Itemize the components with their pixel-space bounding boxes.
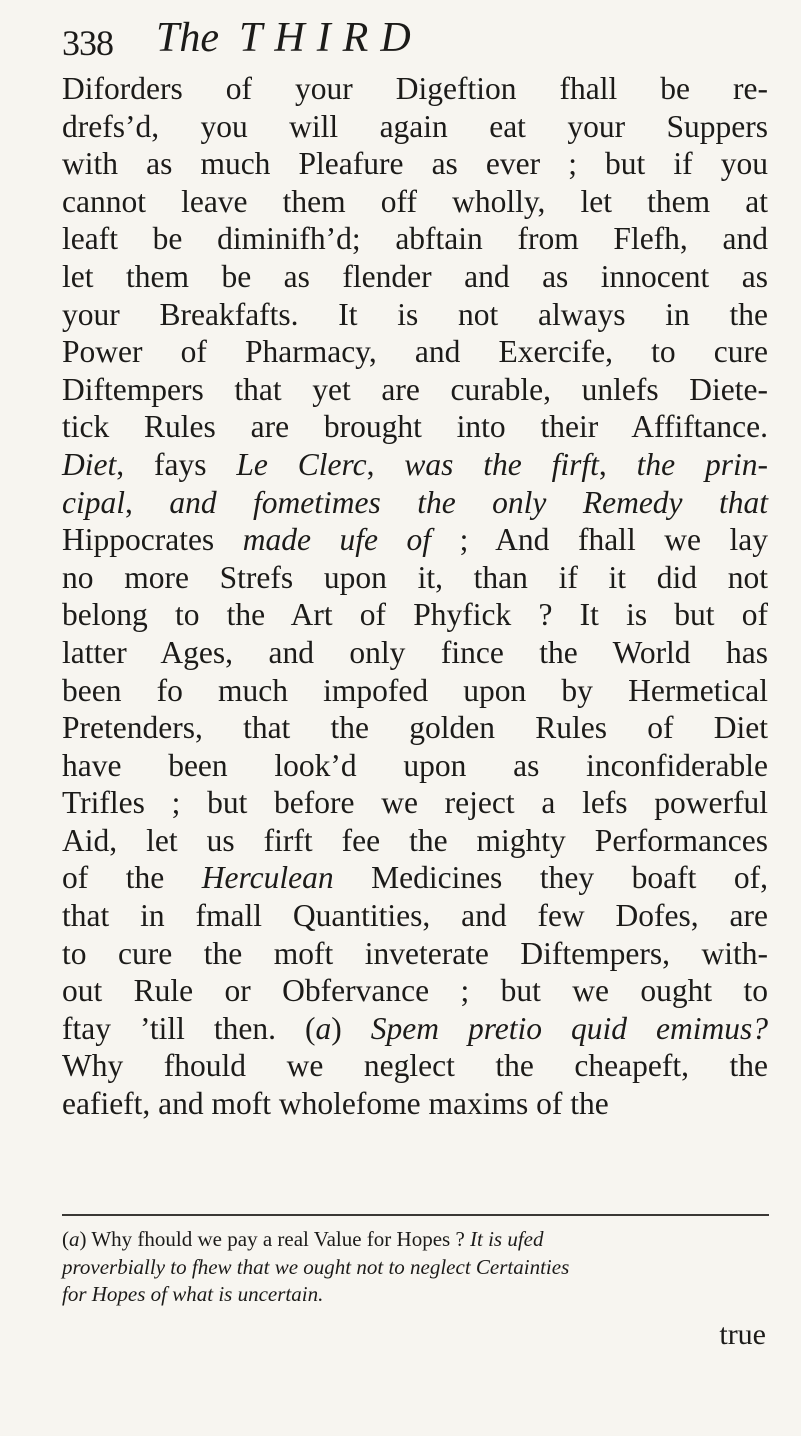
text-run: It is ufed xyxy=(470,1227,544,1251)
text-line xyxy=(62,859,768,897)
text-line xyxy=(62,371,768,409)
text-run: your Breakfafts. It is not always in the xyxy=(62,296,768,332)
page-number: 338 xyxy=(62,23,113,63)
text-line xyxy=(62,484,768,522)
text-run: to cure the moft inveterate Diftempers, with- xyxy=(62,935,768,971)
text-line xyxy=(62,784,768,822)
text-run: belong to the Art of Phyfick ? It is but of xyxy=(62,597,768,633)
text-run: that in fmall Quantities, and few Dofes, are xyxy=(62,898,768,934)
text-run: Power of Pharmacy, and Exercife, to cure xyxy=(62,334,768,370)
text-run: cipal xyxy=(62,484,125,520)
text-run: was the firft xyxy=(404,446,599,482)
text-run: ) Why fhould we pay a real Value for Hopes ? xyxy=(79,1227,471,1251)
footnote-line xyxy=(62,1254,768,1282)
page-header xyxy=(62,12,742,72)
text-run: ) xyxy=(331,1010,371,1046)
text-run: a xyxy=(69,1227,80,1251)
text-run: Diet xyxy=(62,446,117,482)
text-line xyxy=(62,747,768,785)
text-run: ; And fhall we lay xyxy=(431,522,768,558)
text-line xyxy=(62,296,768,334)
text-run: made ufe of xyxy=(242,522,432,558)
text-run: tick Rules are brought into their Affiftance. xyxy=(62,409,768,445)
text-run: out Rule or Obfervance ; but we ought to xyxy=(62,973,768,1009)
text-run: Trifles ; but before we reject a lefs powerful xyxy=(62,785,768,821)
text-run: , fays xyxy=(116,446,237,482)
text-run: of the xyxy=(62,860,202,896)
text-line xyxy=(62,408,768,446)
text-run: ( xyxy=(62,1227,69,1251)
text-run: let them be as flender and as innocent as xyxy=(62,258,768,294)
running-head xyxy=(156,14,423,62)
catchword: true xyxy=(719,1318,766,1351)
text-line xyxy=(62,709,768,747)
text-run: proverbially to fhew that we ought not to neglect Certainties xyxy=(62,1254,570,1279)
text-line xyxy=(62,70,768,108)
running-head-the: The xyxy=(156,15,219,61)
text-line xyxy=(62,108,768,146)
text-run: eafieft, and moft wholefome maxims of the xyxy=(62,1086,609,1122)
text-run: , xyxy=(598,446,637,482)
footnote xyxy=(62,1226,768,1309)
text-line xyxy=(62,258,768,296)
footnote-line xyxy=(62,1281,768,1309)
text-line xyxy=(62,1085,768,1123)
text-run: Le Clerc xyxy=(236,446,367,482)
text-run: with as much Pleafure as ever ; but if you xyxy=(62,146,768,182)
text-run: Diforders of your Digeftion fhall be re- xyxy=(62,71,768,106)
text-line xyxy=(62,145,768,183)
text-run: for Hopes of what is uncertain. xyxy=(62,1282,324,1306)
text-run: Spem pretio quid emimus? xyxy=(370,1010,768,1046)
text-run: Hippocrates xyxy=(62,522,243,558)
text-run: have been look’d upon as inconfiderable xyxy=(62,747,768,783)
text-run: latter Ages, and only fince the World has xyxy=(62,634,768,670)
text-line xyxy=(62,1047,768,1085)
text-line xyxy=(62,935,768,973)
text-line xyxy=(62,446,768,484)
text-run: the prin- xyxy=(636,446,769,482)
text-run: Medicines they boaft of, xyxy=(333,860,768,896)
text-line xyxy=(62,822,768,860)
text-line xyxy=(62,521,768,559)
text-line xyxy=(62,897,768,935)
text-line xyxy=(62,220,768,258)
text-line xyxy=(62,634,768,672)
body-text xyxy=(62,70,768,1123)
text-line xyxy=(62,596,768,634)
text-line xyxy=(62,972,768,1010)
text-run: Why fhould we neglect the cheapeft, the xyxy=(62,1048,768,1084)
text-run: Pretenders, that the golden Rules of Diet xyxy=(62,710,768,746)
text-run: been fo much impofed upon by Hermetical xyxy=(62,672,768,708)
text-line xyxy=(62,559,768,597)
text-run: Diftempers that yet are curable, unlefs Diete- xyxy=(62,371,768,407)
text-run: Herculean xyxy=(201,860,334,896)
text-line xyxy=(62,333,768,371)
text-run: drefs’d, you will again eat your Suppers xyxy=(62,108,768,144)
text-run: leaft be diminifh’d; abftain from Flefh, and xyxy=(62,221,768,257)
footnote-rule xyxy=(62,1214,769,1216)
text-line xyxy=(62,183,768,221)
text-line xyxy=(62,672,768,710)
text-line xyxy=(62,1010,768,1048)
running-head-word: THIRD xyxy=(239,15,423,61)
text-run: , xyxy=(366,446,405,482)
text-run: , xyxy=(125,484,170,520)
footnote-line xyxy=(62,1226,768,1254)
text-run: ftay ’till then. ( xyxy=(62,1010,316,1046)
text-run: cannot leave them off wholly, let them at xyxy=(62,183,768,219)
text-run: Aid, let us firft fee the mighty Performances xyxy=(62,822,768,858)
text-run: no more Strefs upon it, than if it did not xyxy=(62,559,768,595)
text-run: a xyxy=(315,1010,332,1046)
text-run: and fometimes the only Remedy that xyxy=(169,484,768,520)
